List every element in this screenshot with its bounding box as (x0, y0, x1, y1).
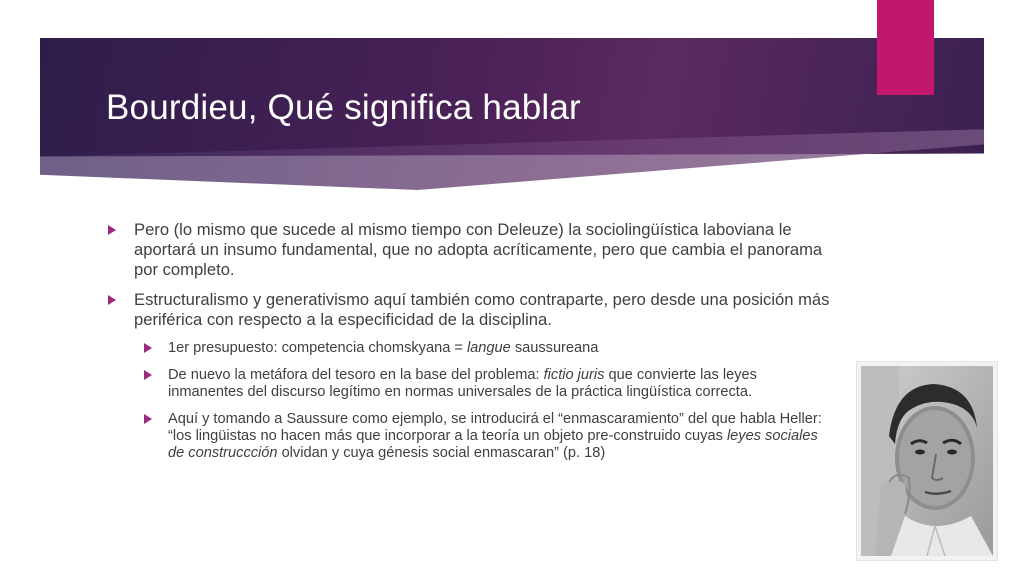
triangle-bullet-icon (108, 225, 116, 235)
subbullet-text-part: saussureana (510, 340, 599, 356)
bullet-item (106, 290, 836, 330)
subbullet-item (106, 367, 836, 401)
portrait-image (861, 366, 993, 556)
subbullet-text-part: que convierte las leyes inmanentes del discurso legítimo en normas universales de la práctica lingüística correcta. (168, 367, 757, 400)
subbullet-text-part: De nuevo la metáfora del tesoro en la base del problema: (168, 367, 544, 383)
subbullet-text-part: Aquí y tomando a Saussure como ejemplo, se introducirá el “enmascaramiento” del que habla Heller: “los lingüistas no hacen más que incorporar a la teoría un objeto pre-construido cuyas (168, 411, 822, 444)
subbullet-emphasis: leyes sociales de construccción (168, 428, 818, 461)
slide-content (106, 220, 836, 472)
subbullet-text-part: olvidan y cuya génesis social enmascaran” (p. 18) (277, 445, 606, 461)
bullet-text: Estructuralismo y generativismo aquí también como contraparte, pero desde una posición más periférica con respecto a la especificidad de la disciplina. (134, 290, 830, 329)
slide-title: Bourdieu, Qué significa hablar (106, 88, 581, 127)
triangle-bullet-icon (144, 414, 152, 424)
subbullet-emphasis: langue (466, 340, 511, 356)
triangle-bullet-icon (144, 343, 152, 353)
subbullet-text (168, 340, 598, 356)
triangle-bullet-icon (144, 370, 152, 380)
subbullet-text (168, 367, 757, 400)
subbullet-text (168, 411, 822, 461)
subbullet-text-part: 1er presupuesto: competencia chomskyana = (168, 340, 467, 356)
subbullet-item (106, 340, 836, 357)
bullet-text: Pero (lo mismo que sucede al mismo tiempo con Deleuze) la sociolingüística laboviana le aportará un insumo fundamental, que no adopta acríticamente, pero que cambia el panorama por completo. (134, 220, 823, 279)
subbullet-emphasis: fictio juris (543, 367, 605, 383)
bullet-item (106, 220, 836, 280)
triangle-bullet-icon (108, 295, 116, 305)
portrait-photo (857, 362, 997, 560)
subbullet-item (106, 411, 836, 462)
accent-tab (877, 0, 934, 95)
